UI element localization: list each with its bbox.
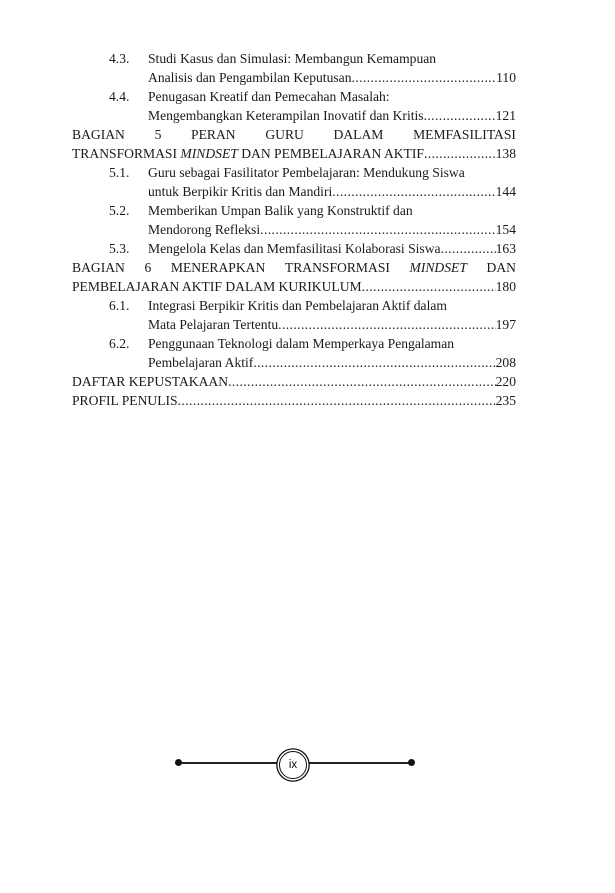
- section-number: 6.2.: [109, 336, 130, 351]
- toc-chapter-6-cont: [72, 277, 516, 296]
- toc-entry-5-1[interactable]: [72, 163, 516, 182]
- page-number: 220: [495, 374, 516, 389]
- section-title-cont: Mengembangkan Keterampilan Inovatif dan Kritis: [148, 108, 424, 123]
- word: TRANSFORMASI: [284, 260, 390, 275]
- toc-entry-5-1-cont: [72, 182, 516, 201]
- section-number: 4.3.: [109, 51, 130, 66]
- section-title: Penugasan Kreatif dan Pemecahan Masalah:: [148, 89, 390, 104]
- chapter-title-cont: PEMBELAJARAN AKTIF DALAM KURIKULUM: [72, 279, 362, 294]
- italic-term: MINDSET: [180, 146, 238, 161]
- dot-leader: [424, 144, 496, 163]
- word: DAN: [486, 260, 516, 275]
- section-title: Penggunaan Teknologi dalam Memperkaya Pengalaman: [148, 336, 455, 351]
- dot-leader: [332, 182, 495, 201]
- toc-chapter-6[interactable]: [72, 258, 516, 277]
- dot-leader: [424, 106, 496, 125]
- bullet-dot-icon: [175, 759, 182, 766]
- text: DAN PEMBELAJARAN AKTIF: [237, 146, 424, 161]
- chapter-title-cont: [72, 144, 424, 163]
- section-number: 6.1.: [109, 298, 130, 313]
- page-number: 110: [496, 70, 516, 85]
- section-number: 4.4.: [109, 89, 130, 104]
- section-title: Studi Kasus dan Simulasi: Membangun Kemampuan: [148, 51, 437, 66]
- word: 6: [144, 260, 152, 275]
- italic-term: MINDSET: [409, 260, 467, 275]
- word: MENERAPKAN: [170, 260, 266, 275]
- toc-entry-6-2[interactable]: [72, 334, 516, 353]
- toc-entry-4-3-cont: [72, 68, 516, 87]
- page-number: 180: [495, 279, 516, 294]
- word: BAGIAN: [72, 260, 125, 275]
- toc-chapter-5-cont: [72, 144, 516, 163]
- dot-leader: [278, 315, 495, 334]
- page-number: 197: [495, 317, 516, 332]
- toc-entry-4-3[interactable]: [72, 49, 516, 68]
- page-number: 121: [495, 108, 516, 123]
- page-number: 208: [495, 355, 516, 370]
- section-title: Guru sebagai Fasilitator Pembelajaran: Mendukung Siswa: [148, 165, 465, 180]
- toc-entry-5-2[interactable]: [72, 201, 516, 220]
- section-title-cont: untuk Berpikir Kritis dan Mandiri: [148, 184, 333, 199]
- word: 5: [154, 127, 162, 142]
- word: PERAN: [191, 127, 236, 142]
- section-number: 5.2.: [109, 203, 130, 218]
- table-of-contents: [72, 49, 516, 410]
- page-number: 144: [495, 184, 516, 199]
- toc-chapter-5[interactable]: [72, 125, 516, 144]
- text: TRANSFORMASI: [72, 146, 181, 161]
- word: GURU: [265, 127, 304, 142]
- section-title: Integrasi Berpikir Kritis dan Pembelajaran Aktif dalam: [148, 298, 447, 313]
- toc-entry-5-2-cont: [72, 220, 516, 239]
- chapter-title: [72, 258, 516, 277]
- bullet-dot-icon: [408, 759, 415, 766]
- word: MEMFASILITASI: [413, 127, 516, 142]
- word: BAGIAN: [72, 127, 125, 142]
- dot-leader: [260, 220, 495, 239]
- section-title: Mengelola Kelas dan Memfasilitasi Kolaborasi Siswa: [148, 241, 441, 256]
- section-title-cont: Mendorong Refleksi: [148, 222, 261, 237]
- dot-leader: [362, 277, 496, 296]
- dot-leader: [441, 239, 496, 258]
- toc-entry-4-4-cont: [72, 106, 516, 125]
- section-number: 5.1.: [109, 165, 130, 180]
- toc-entry-4-4[interactable]: [72, 87, 516, 106]
- toc-entry-profil-penulis[interactable]: [72, 391, 516, 410]
- page-footer: [175, 750, 415, 786]
- toc-entry-5-3[interactable]: [72, 239, 516, 258]
- chapter-title: [72, 125, 516, 144]
- dot-leader: [178, 391, 496, 410]
- page-number: 154: [495, 222, 516, 237]
- toc-entry-6-2-cont: [72, 353, 516, 372]
- section-title-cont: Mata Pelajaran Tertentu: [148, 317, 279, 332]
- word: DALAM: [333, 127, 384, 142]
- page-number: 163: [495, 241, 516, 256]
- entry-title: DAFTAR KEPUSTAKAAN: [72, 374, 229, 389]
- dot-leader: [253, 353, 495, 372]
- dot-leader: [352, 68, 497, 87]
- dot-leader: [228, 372, 496, 391]
- toc-entry-6-1-cont: [72, 315, 516, 334]
- section-title: Memberikan Umpan Balik yang Konstruktif dan: [148, 203, 413, 218]
- section-number: 5.3.: [109, 241, 130, 256]
- section-title-cont: Pembelajaran Aktif: [148, 355, 254, 370]
- entry-title: PROFIL PENULIS: [72, 393, 178, 408]
- page-number: 235: [495, 393, 516, 408]
- page-number: 138: [495, 146, 516, 161]
- toc-entry-daftar-kepustakaan[interactable]: [72, 372, 516, 391]
- toc-entry-6-1[interactable]: [72, 296, 516, 315]
- page-number-badge: ix: [279, 751, 307, 779]
- section-title-cont: Analisis dan Pengambilan Keputusan: [148, 70, 352, 85]
